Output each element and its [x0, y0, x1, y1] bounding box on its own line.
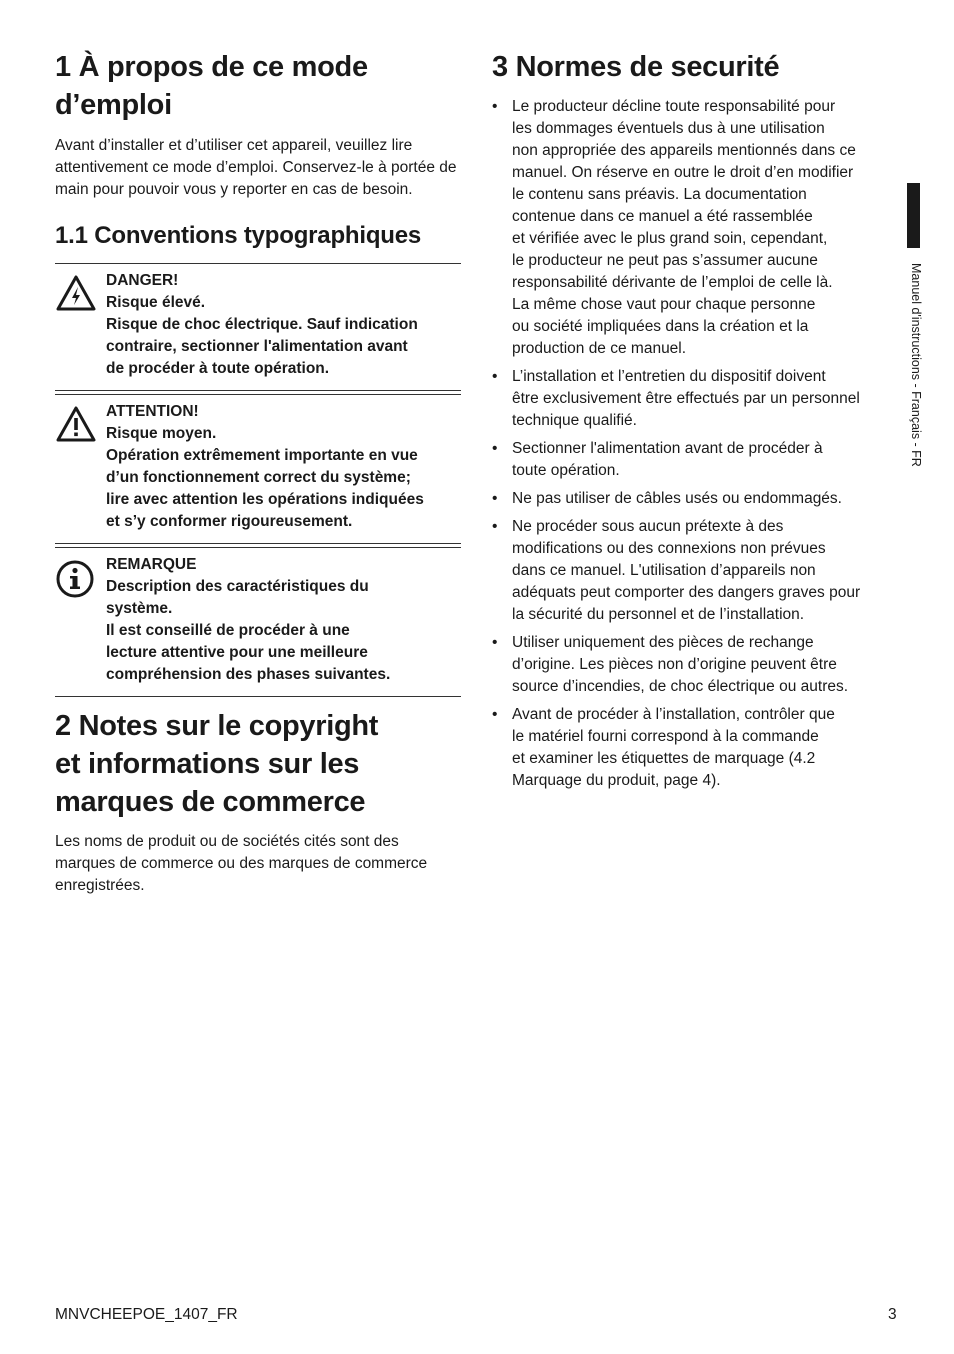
section-1-title-line2: d’emploi	[55, 89, 172, 121]
notice-attention	[55, 394, 461, 539]
notice-danger-text: Risque de choc électrique. Sauf indication contraire, sectionner l'alimentation avant de procéder à toute opération.	[106, 316, 418, 377]
section-2-paragraph: Les noms de produit ou de sociétés cités sont des marques de commerce ou des marques de commerce enregistrées.	[55, 833, 428, 894]
list-item: • Ne procéder sous aucun prétexte à des modifications ou des connexions non prévues dans ce manuel. L'utilisation d’appareils non adéquats peut comporter des dangers graves pour la sécurité du personnel et de l’installation.	[492, 518, 861, 623]
notice-attention-label: ATTENTION!	[106, 403, 199, 420]
notice-danger	[55, 263, 461, 386]
list-item: • Utiliser uniquement des pièces de rechange d’origine. Les pièces non d’origine peuvent être source d’incendies, de choc électrique ou autres.	[492, 634, 849, 695]
notice-remark-label: REMARQUE	[106, 556, 197, 573]
notices-list	[55, 263, 461, 697]
info-icon	[55, 554, 106, 686]
section-2-title	[55, 707, 461, 821]
list-item: • Ne pas utiliser de câbles usés ou endommagés.	[492, 490, 842, 507]
notice-danger-label: DANGER!	[106, 272, 179, 289]
notice-attention-level: Risque moyen.	[106, 425, 217, 442]
notice-remark-level: Description des caractéristiques du système.	[106, 578, 369, 617]
side-tab-marker	[907, 183, 920, 248]
notice-attention-text: Opération extrêmement importante en vue d’un fonctionnement correct du système; lire avec attention les opérations indiquées et s’y conformer rigoureusement.	[106, 447, 424, 530]
list-item: • L’installation et l’entretien du dispositif doivent être exclusivement être effectués par un personnel technique qualifié.	[492, 368, 860, 429]
section-1-paragraph: Avant d’installer et d’utiliser cet appareil, veuillez lire attentivement ce mode d’emploi. Conservez-le à portée de main pour pouvoir vous y reporter en cas de besoin.	[55, 137, 457, 198]
section-1-title-line1: 1 À propos de ce mode	[55, 51, 368, 83]
list-item: • Sectionner l'alimentation avant de procéder à toute opération.	[492, 440, 823, 479]
electric-hazard-icon	[55, 270, 106, 380]
section-2-title-line2: et informations sur les	[55, 748, 360, 780]
notice-danger-level: Risque élevé.	[106, 294, 206, 311]
notice-remark	[55, 547, 461, 692]
side-label: Manuel d'instructions - Français - FR	[909, 263, 923, 467]
section-1-title	[55, 48, 461, 124]
section-2-title-line1: 2 Notes sur le copyright	[55, 710, 379, 742]
list-item: • Avant de procéder à l’installation, contrôler que le matériel fourni correspond à la commande et examiner les étiquettes de marquage (4.2 Marquage du produit, page 4).	[492, 706, 835, 789]
safety-rules-list	[492, 96, 897, 792]
notice-remark-text: Il est conseillé de procéder à une lecture attentive pour une meilleure compréhension des phases suivantes.	[106, 622, 391, 683]
footer-doc-code: MNVCHEEPOE_1407_FR	[55, 1306, 238, 1323]
right-column	[492, 48, 897, 798]
section-3-title: 3 Normes de securité	[492, 51, 780, 83]
list-item: • Le producteur décline toute responsabilité pour les dommages éventuels dus à une utilisation non appropriée des appareils mentionnés dans ce manuel. On réserve en outre le droit d’en modifier le contenu sans préavis. La documentation contenue dans ce manuel a été rassemblée et vérifiée avec le plus grand soin, cependant, le producteur ne peut pas s’assumer aucune responsabilité dérivante de l’emploi de celle là. La même chose vaut pour chaque personne ou société impliquées dans la création et la production de ce manuel.	[492, 98, 856, 357]
left-column	[55, 48, 461, 897]
subsection-1-1-title: 1.1 Conventions typographiques	[55, 222, 422, 249]
section-2-title-line3: marques de commerce	[55, 786, 366, 818]
footer-page-number: 3	[888, 1306, 897, 1323]
warning-icon	[55, 401, 106, 533]
